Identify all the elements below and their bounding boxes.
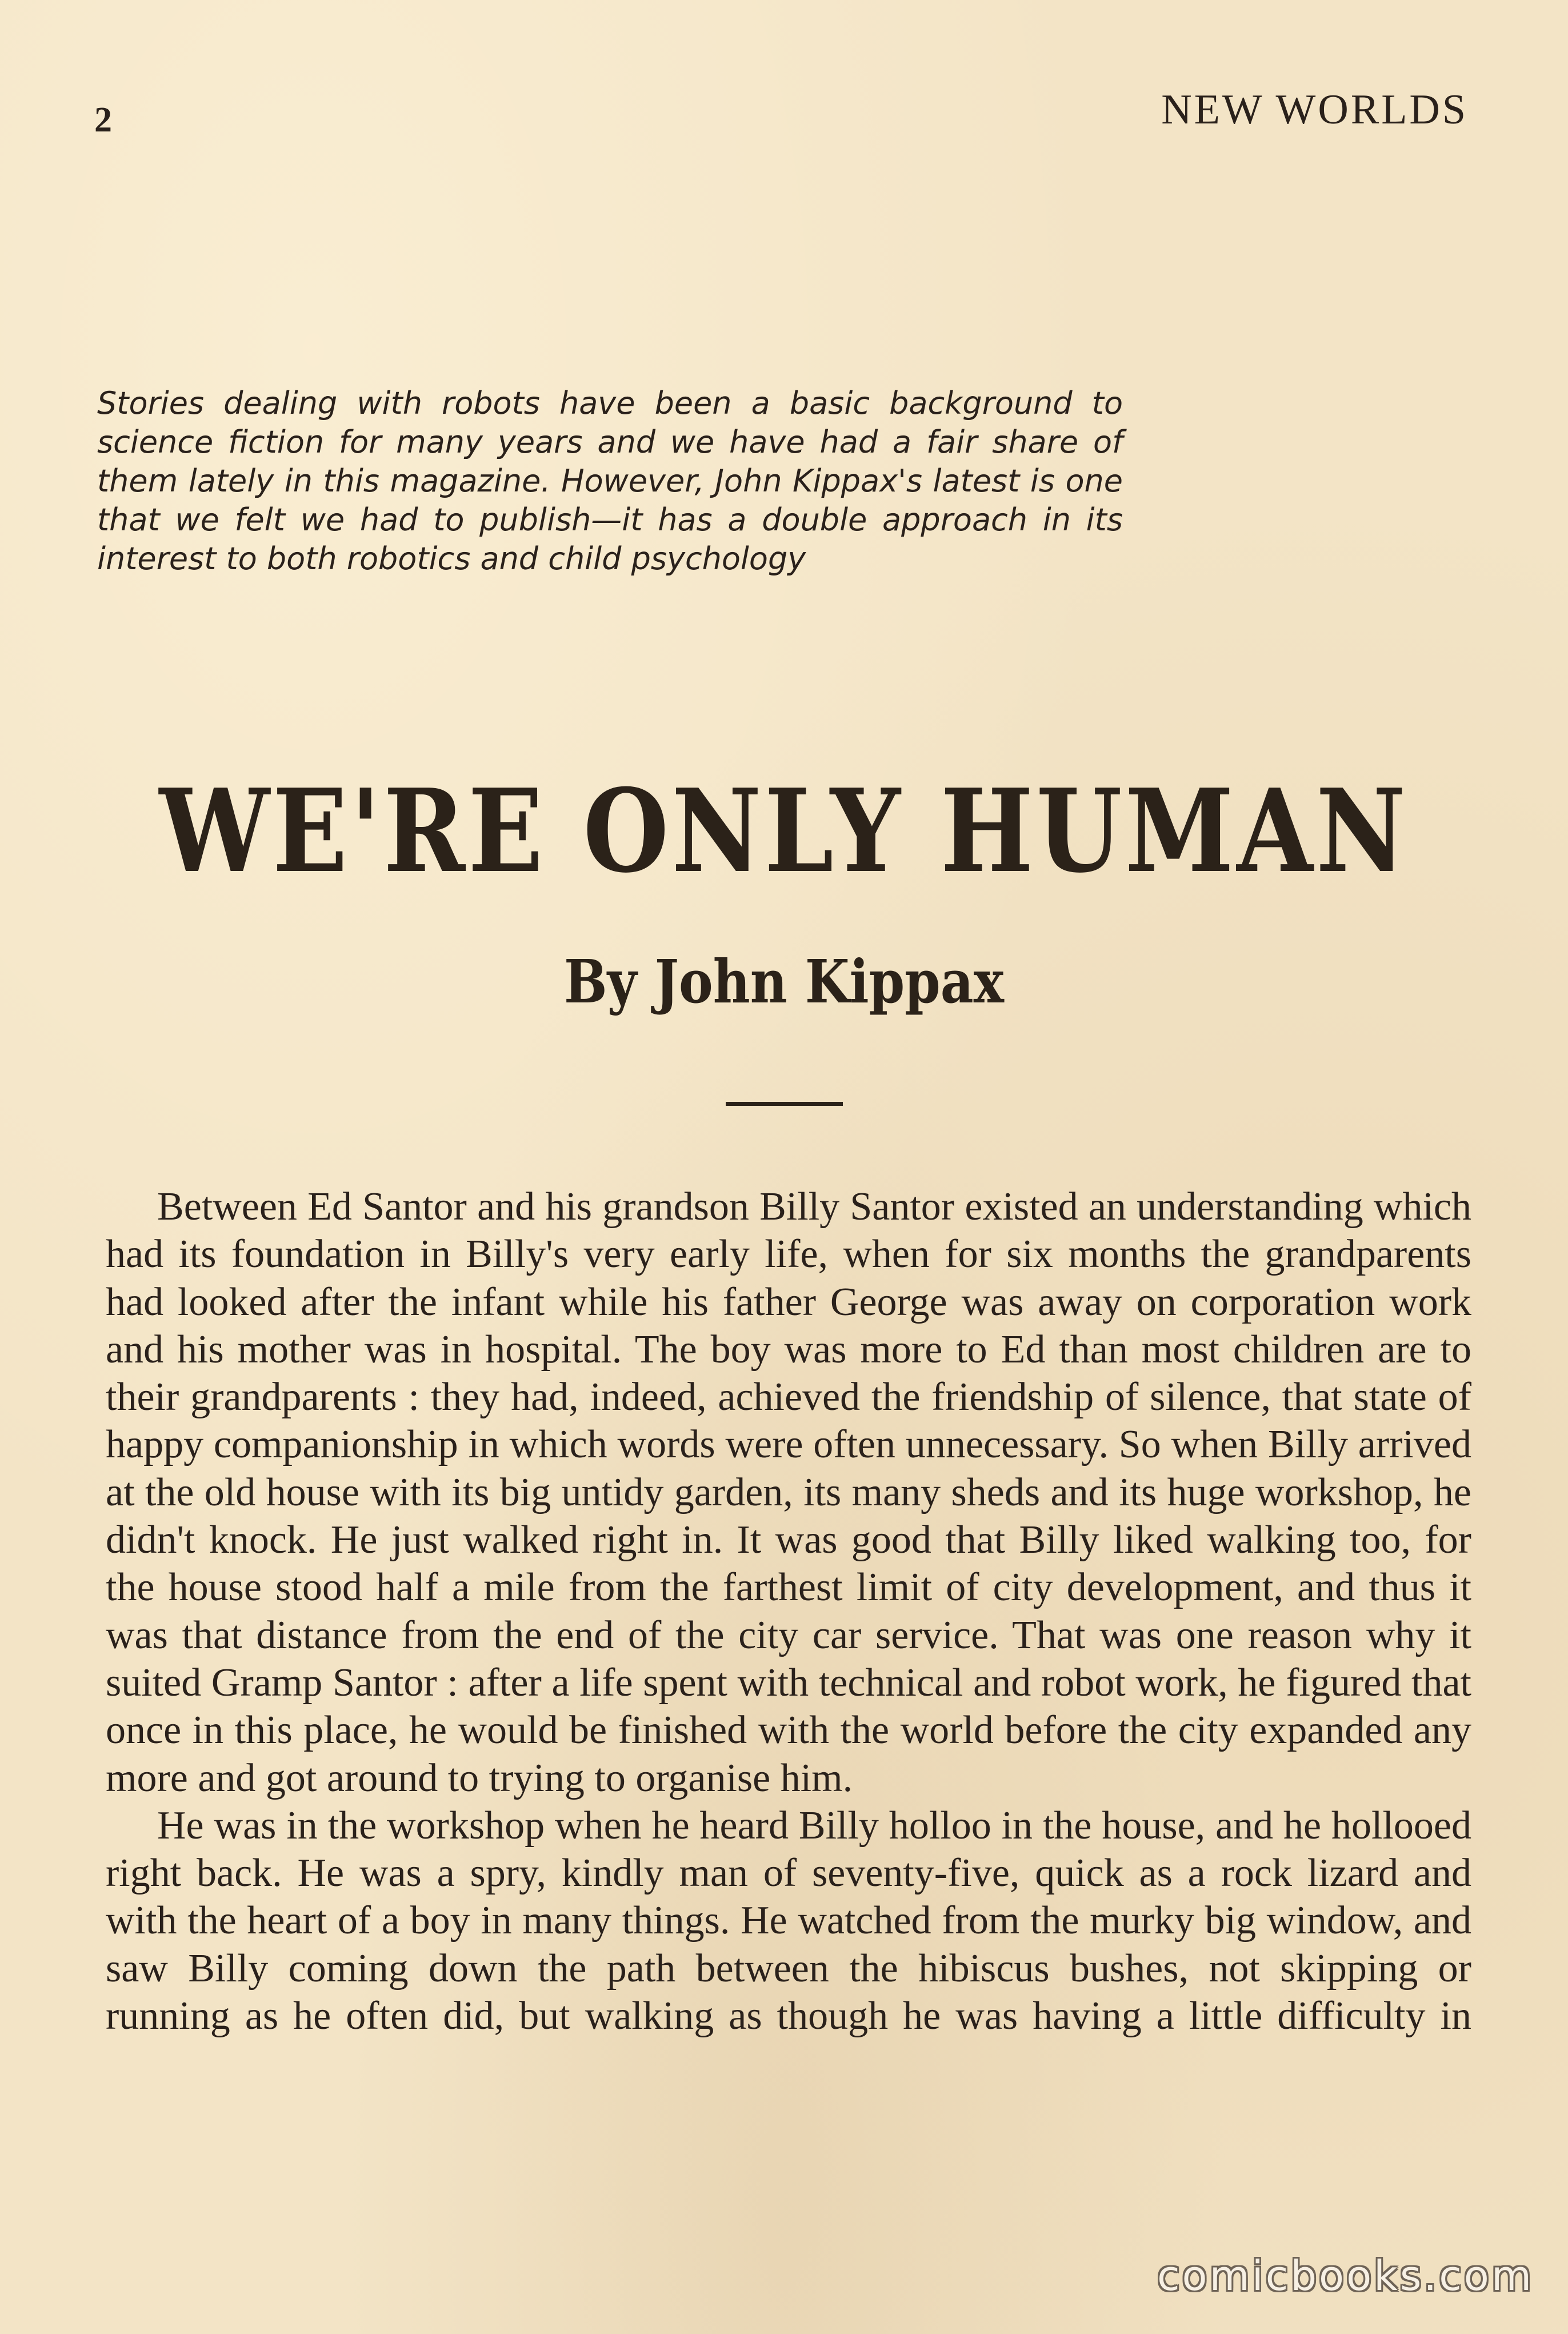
- editorial-intro: Stories dealing with robots have been a basic background to science fiction for many years and we have had a fair share of them lately in this magazine. However, John Kippax's latest is one that we felt we had to publish—it has a double approach in its interest to both robotics and child psychology: [97, 385, 1123, 577]
- running-head: NEW WORLDS: [1161, 86, 1468, 133]
- body-paragraph: He was in the workshop when he heard Billy holloo in the house, and he hollooed right back. He was a spry, kindly man of seventy-five, quick as a rock lizard and with the heart of a boy in many things. He watched from the murky big window, and saw Billy coming down the path between the hibiscus bushes, not skipping or running as he often did, but walking as though he was having a little difficulty in: [106, 1803, 1471, 2039]
- author-byline: By John Kippax: [564, 946, 1004, 1017]
- title-divider: [726, 1102, 843, 1106]
- watermark: comicbooks.com: [1157, 2252, 1534, 2300]
- page-number: 2: [94, 101, 112, 139]
- story-body: [106, 1183, 1471, 2040]
- story-title: WE'RE ONLY HUMAN: [159, 764, 1409, 898]
- body-paragraph: Between Ed Santor and his grandson Billy Santor existed an understanding which had its foundation in Billy's very early life, when for six months the grandparents had looked after the infant while his father George was away on corporation work and his mother was in hospital. The boy was more to Ed than most children are to their grandparents : they had, indeed, achieved the friendship of silence, that state of happy companionship in which words were often unnecessary. So when Billy arrived at the old house with its big untidy garden, its many sheds and its huge workshop, he didn't knock. He just walked right in. It was good that Billy liked walking too, for the house stood half a mile from the farthest limit of city development, and thus it was that distance from the end of the city car service. That was one reason why it suited Gramp Santor : after a life spent with technical and robot work, he figured that once in this place, he would be finished with the world before the city expanded any more and got around to trying to organise him.: [106, 1185, 1471, 1800]
